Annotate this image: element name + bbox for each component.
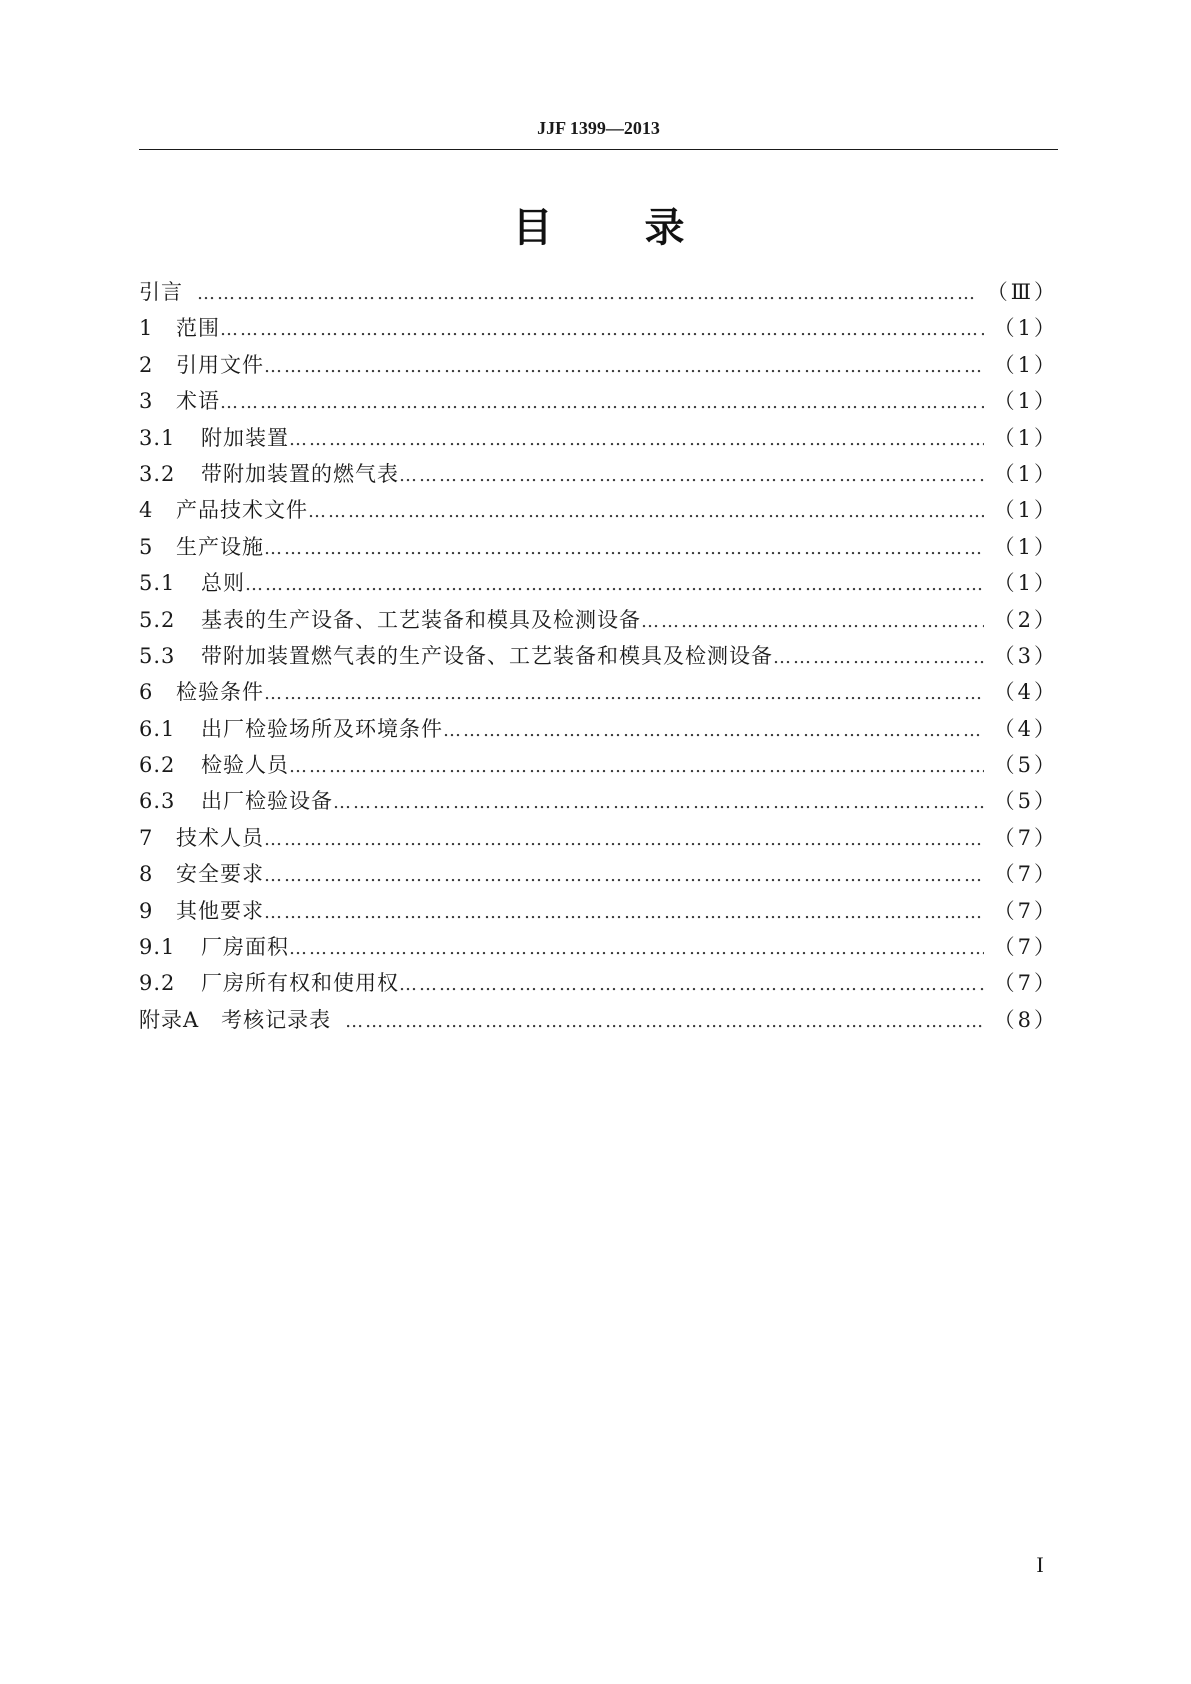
toc-leader-dots xyxy=(197,283,977,304)
toc-entry-title: 出厂检验场所及环境条件 xyxy=(201,716,443,741)
toc-entry[interactable] xyxy=(139,604,1058,640)
toc-entry-title: 总则 xyxy=(201,571,245,596)
toc-entry[interactable] xyxy=(139,713,1058,749)
toc-entry-page: （1） xyxy=(993,352,1058,377)
toc-leader-dots xyxy=(443,720,984,741)
toc-leader-dots xyxy=(264,829,984,850)
toc-entry[interactable] xyxy=(139,858,1058,894)
toc-leader-dots xyxy=(264,538,984,559)
toc-entry-title: 带附加装置燃气表的生产设备、工艺装备和模具及检测设备 xyxy=(201,643,773,668)
toc-leader-dots xyxy=(333,792,984,813)
toc-entry[interactable] xyxy=(139,276,1058,312)
header-rule xyxy=(139,149,1058,150)
toc-leader-dots xyxy=(399,465,984,486)
toc-leader-dots xyxy=(289,429,984,450)
toc-entry[interactable] xyxy=(139,749,1058,785)
toc-entry-number: 3.1 xyxy=(139,425,176,450)
toc-entry[interactable] xyxy=(139,640,1058,676)
toc-leader-dots xyxy=(399,974,984,995)
toc-entry-page: （1） xyxy=(993,461,1058,486)
toc-entry[interactable] xyxy=(139,494,1058,530)
toc-entry-number: 9.1 xyxy=(139,935,176,960)
toc-entry-title: 其他要求 xyxy=(176,898,264,923)
toc-entry[interactable] xyxy=(139,422,1058,458)
toc-leader-dots xyxy=(220,392,984,413)
toc-entry-page: （7） xyxy=(993,862,1058,887)
toc-entry-page: （7） xyxy=(993,825,1058,850)
toc-leader-dots xyxy=(264,356,984,377)
toc-leader-dots xyxy=(264,902,984,923)
toc-entry-title: 技术人员 xyxy=(176,825,264,850)
toc-entry-title: 术语 xyxy=(176,389,220,414)
toc-entry-title: 生产设施 xyxy=(176,534,264,559)
toc-entry[interactable] xyxy=(139,676,1058,712)
toc-entry-title: 出厂检验设备 xyxy=(201,789,333,814)
toc-entry-title: 引用文件 xyxy=(176,352,264,377)
toc-entry-number: 5.1 xyxy=(139,571,176,596)
toc-entry-page: （7） xyxy=(993,898,1058,923)
toc-entry-title: 检验人员 xyxy=(201,753,289,778)
toc-entry-number: 3 xyxy=(139,389,154,414)
toc-entry-title: 带附加装置的燃气表 xyxy=(201,461,399,486)
toc-entry-title: 范围 xyxy=(176,316,220,341)
toc-entry[interactable] xyxy=(139,967,1058,1003)
toc-entry-title: 附录A 考核记录表 xyxy=(139,1007,332,1032)
toc-leader-dots xyxy=(773,647,984,668)
toc-entry-number: 4 xyxy=(139,498,154,523)
toc-entry-number: 5 xyxy=(139,534,154,559)
toc-entry-number: 1 xyxy=(139,316,154,341)
toc-entry-number: 9 xyxy=(139,898,154,923)
toc-entry-number: 9.2 xyxy=(139,971,176,996)
toc-leader-dots xyxy=(289,756,984,777)
toc-entry[interactable] xyxy=(139,931,1058,967)
toc-leader-dots xyxy=(289,938,984,959)
toc-entry-number: 6 xyxy=(139,680,154,705)
toc-entry-title: 基表的生产设备、工艺装备和模具及检测设备 xyxy=(201,607,641,632)
toc-leader-dots xyxy=(245,574,984,595)
toc-entry[interactable] xyxy=(139,385,1058,421)
toc-entry-page: （5） xyxy=(993,753,1058,778)
toc-entry[interactable] xyxy=(139,531,1058,567)
toc-entry[interactable] xyxy=(139,567,1058,603)
toc-entry-title: 厂房所有权和使用权 xyxy=(201,971,399,996)
toc-entry-number: 5.2 xyxy=(139,607,176,632)
toc-entry-page: （1） xyxy=(993,389,1058,414)
page-title-char-1: 目 xyxy=(512,205,553,251)
toc-leader-dots xyxy=(308,501,984,522)
toc-entry-title: 安全要求 xyxy=(176,862,264,887)
toc-entry-page: （1） xyxy=(993,534,1058,559)
toc-entry-title: 产品技术文件 xyxy=(176,498,308,523)
toc-entry-page: （7） xyxy=(993,971,1058,996)
toc-entry-page: （1） xyxy=(993,425,1058,450)
toc-entry-title: 检验条件 xyxy=(176,680,264,705)
toc-entry-page: （2） xyxy=(993,607,1058,632)
page-title-char-2: 录 xyxy=(644,205,685,251)
toc-entry-page: （8） xyxy=(993,1007,1058,1032)
toc-entry-number: 5.3 xyxy=(139,643,176,668)
toc-entry-page: （1） xyxy=(993,571,1058,596)
toc-entry[interactable] xyxy=(139,785,1058,821)
toc-entry[interactable] xyxy=(139,312,1058,348)
toc-entry-title: 引言 xyxy=(139,280,183,304)
toc-entry-number: 6.2 xyxy=(139,753,176,778)
page-title xyxy=(139,196,1058,253)
page-number: I xyxy=(1036,1552,1044,1577)
toc-entry-page: （4） xyxy=(993,680,1058,705)
toc-entry[interactable] xyxy=(139,458,1058,494)
toc-entry-page: （7） xyxy=(993,935,1058,960)
toc-entry-number: 3.2 xyxy=(139,461,176,486)
toc-entry-page: （4） xyxy=(993,716,1058,741)
toc-leader-dots xyxy=(345,1011,983,1032)
toc-entry-page: （1） xyxy=(993,316,1058,341)
toc-entry-number: 2 xyxy=(139,352,154,377)
document-code-header: JJF 1399—2013 xyxy=(537,118,660,138)
toc-entry-title: 厂房面积 xyxy=(201,935,289,960)
toc-entry-number: 6.1 xyxy=(139,716,176,741)
toc-entry[interactable] xyxy=(139,1004,1058,1040)
toc-entry-page: （1） xyxy=(993,498,1058,523)
toc-entry[interactable] xyxy=(139,822,1058,858)
toc-entry-page: （3） xyxy=(993,643,1058,668)
toc-entry-page: （5） xyxy=(993,789,1058,814)
toc-leader-dots xyxy=(264,683,984,704)
toc-entry-title: 附加装置 xyxy=(201,425,289,450)
toc-entry-number: 7 xyxy=(139,825,154,850)
toc-leader-dots xyxy=(264,865,984,886)
toc-entry-number: 8 xyxy=(139,862,154,887)
toc-entry[interactable] xyxy=(139,895,1058,931)
toc-entry-number: 6.3 xyxy=(139,789,176,814)
toc-entry-page: （Ⅲ） xyxy=(986,280,1058,304)
toc-leader-dots xyxy=(220,319,984,340)
toc-leader-dots xyxy=(641,611,984,632)
toc-entry[interactable] xyxy=(139,349,1058,385)
table-of-contents xyxy=(139,276,1058,1040)
